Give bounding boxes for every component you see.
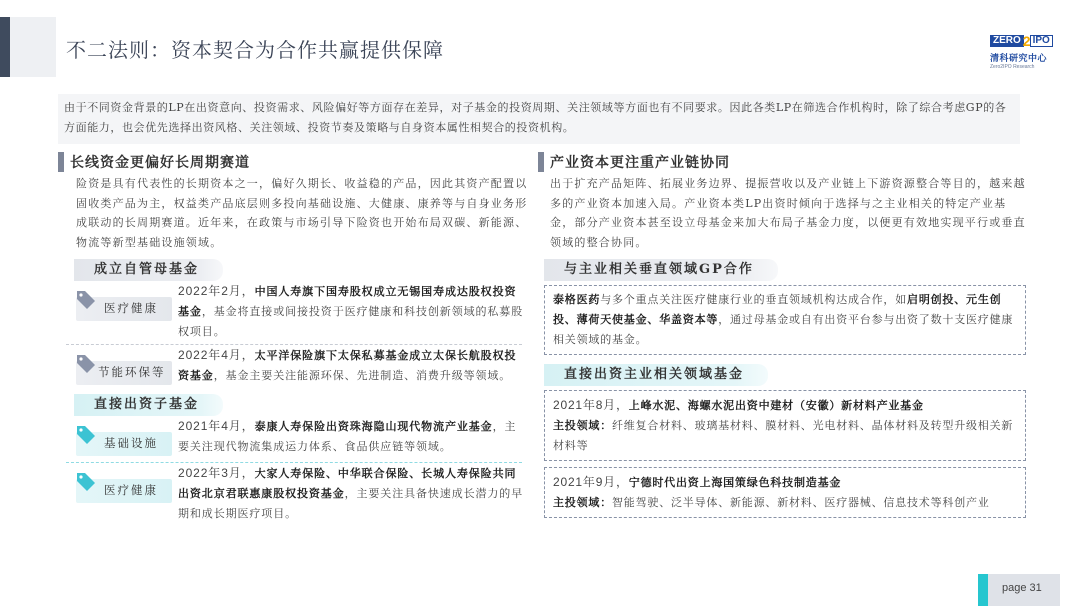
intro-paragraph: 由于不同资金背景的LP在出资意向、投资需求、风险偏好等方面存在差异，对子基金的投资周期、关注领域等方面也有不同要求。因此各类LP在筛选合作机构时，除了综合考虑GP的各方面能力，也会优先选择出资风格、关注领域、投资节奏及策略与自身资本属性相契合的投资机构。 (58, 94, 1020, 144)
tag-text: 医疗健康 (104, 483, 158, 497)
group-self-managed (58, 258, 528, 391)
right-heading (538, 150, 1028, 174)
case-body (178, 345, 528, 389)
gp-text: 与多个重点关注医疗健康行业的垂直领域机构达成合作，如 (600, 293, 908, 306)
logo-two: 2 (1022, 33, 1031, 49)
subheading-direct-subfund: 直接出资子基金 (74, 394, 223, 416)
case-highlight: 泰康人寿保险出资珠海隐山现代物流产业基金 (254, 420, 493, 433)
gp-cooperation-box (544, 285, 1026, 355)
case-detail: ，基金将直接或间接投资于医疗健康和科技创新领域的私募股权项目。 (178, 305, 524, 338)
group-gp-cooperation (538, 258, 1028, 355)
heading-bar (58, 152, 64, 172)
case-detail: ，主要关注现代物流集成运力体系、食品供应链等领域。 (178, 420, 517, 453)
case-item (58, 281, 528, 344)
gp-partners: 启明创投、元生创投、薄荷天使基金、华盖资本等 (553, 293, 1002, 326)
industry-tag (58, 349, 178, 389)
price-tag-icon (74, 289, 96, 311)
case-body (178, 463, 528, 524)
logo-zero: ZERO (990, 35, 1024, 47)
left-heading-text: 长线资金更偏好长周期赛道 (70, 155, 250, 171)
case-highlight: 太平洋保险旗下太保私募基金成立太保长航股权投资基金 (178, 349, 517, 382)
industry-tag (58, 467, 178, 507)
heading-bar (538, 152, 544, 172)
left-heading (58, 150, 528, 174)
case-item (58, 463, 528, 526)
case-item (58, 345, 528, 391)
title-accent-bg (10, 17, 56, 77)
case-date: 2022年4月， (178, 348, 255, 362)
tag-text: 医疗健康 (104, 301, 158, 315)
industry-tag (58, 285, 178, 325)
case-body (178, 416, 528, 460)
tag-text: 基础设施 (104, 436, 158, 450)
page-accent-bar (978, 574, 988, 606)
case-detail: ，基金主要关注能源环保、先进制造、消费升级等领域。 (213, 369, 512, 382)
left-column (58, 150, 528, 526)
case-date: 2022年3月， (178, 466, 255, 480)
gp-text-2: ，通过母基金或自有出资平台参与出资了数十支医疗健康相关领域的基金。 (553, 313, 1014, 346)
subheading-gp-cooperation: 与主业相关垂直领域GP合作 (544, 259, 778, 281)
price-tag-icon (74, 424, 96, 446)
company-name: 泰格医药 (553, 293, 601, 306)
zero2ipo-logo (990, 34, 1056, 70)
case-date: 2021年9月， (553, 475, 629, 489)
subheading-direct-industry: 直接出资主业相关领域基金 (544, 364, 768, 386)
price-tag-icon (74, 353, 96, 375)
fund-case-box (544, 467, 1026, 518)
case-highlight: 宁德时代出资上海国策绿色科技制造基金 (628, 476, 842, 489)
page-number: page 31 (1002, 582, 1042, 594)
case-item (58, 416, 528, 462)
focus-text: 智能驾驶、泛半导体、新能源、新材料、医疗器械、信息技术等科创产业 (612, 496, 990, 509)
right-column (538, 150, 1028, 518)
case-date: 2021年8月， (553, 398, 629, 412)
page-title: 不二法则：资本契合为合作共赢提供保障 (66, 38, 444, 62)
case-highlight: 大家人寿保险、中华联合保险、长城人寿保险共同出资北京君联惠康股权投资基金 (178, 467, 517, 500)
case-body (178, 281, 528, 342)
subheading-self-managed-fof: 成立自管母基金 (74, 259, 223, 281)
focus-text: 纤维复合材料、玻璃基材料、膜材料、光电材料、晶体材料及转型升级相关新材料等 (553, 419, 1014, 452)
fund-case-box (544, 390, 1026, 461)
case-highlight: 中国人寿旗下国寿股权成立无锡国寿成达股权投资基金 (178, 285, 517, 318)
focus-label: 主投领域： (553, 496, 612, 509)
case-detail: ，主要关注具备快速成长潜力的早期和成长期医疗项目。 (178, 487, 524, 520)
tag-text: 节能环保等 (98, 365, 166, 379)
case-highlight: 上峰水泥、海螺水泥出资中建材（安徽）新材料产业基金 (628, 399, 924, 412)
left-paragraph: 险资是具有代表性的长期资本之一，偏好久期长、收益稳的产品，因此其资产配置以固收类产品为主，权益类产品底层则多投向基础设施、大健康、康养等与自身业务形成联动的长周期赛道。近年来，在政策与市场引导下险资也开始布局双碳、新能源、物流等新型基础设施领域。 (76, 177, 528, 249)
case-date: 2022年2月， (178, 284, 255, 298)
group-direct-subfund (58, 393, 528, 526)
logo-cn: 清科研究中心 (990, 54, 1048, 64)
right-paragraph: 出于扩充产品矩阵、拓展业务边界、提振营收以及产业链上下游资源整合等目的，越来越多的产业资本加速入局。产业资本类LP出资时倾向于选择与之主业相关的特定产业基金，部分产业资本甚至设立母基金来加大布局子基金力度，以便更有效地实现平行或垂直领域的整合协同。 (550, 177, 1026, 249)
page-number-badge (978, 574, 1060, 606)
case-date: 2021年4月， (178, 419, 255, 433)
logo-en: Zero2IPO Research (990, 64, 1035, 70)
logo-ipo: IPO (1030, 35, 1053, 47)
industry-tag (58, 420, 178, 460)
title-accent-bar (0, 17, 10, 77)
price-tag-icon (74, 471, 96, 493)
right-heading-text: 产业资本更注重产业链协同 (550, 155, 730, 171)
group-direct-industry (538, 363, 1028, 518)
focus-label: 主投领域： (553, 419, 612, 432)
